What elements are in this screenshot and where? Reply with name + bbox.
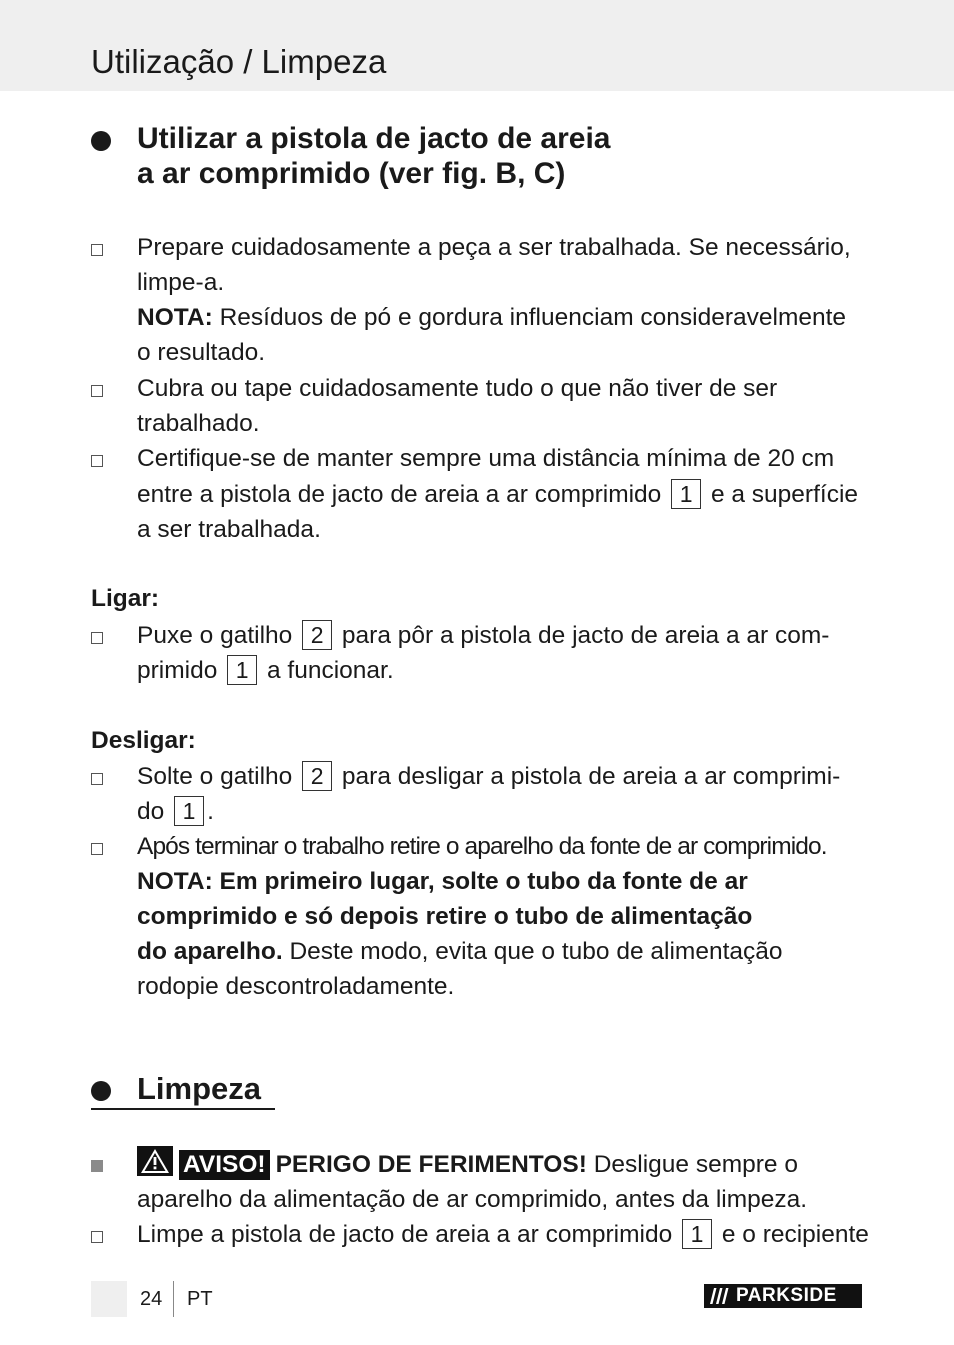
note1 — [137, 300, 846, 335]
part-ref-badge: 1 — [174, 796, 204, 826]
desligar-note-line1: NOTA: Em primeiro lugar, solte o tubo da fonte de ar — [137, 868, 748, 895]
item1-line1: Prepare cuidadosamente a peça a ser trabalhada. Se necessário, — [137, 234, 851, 261]
desligar-line1-a: Solte o gatilho — [137, 763, 293, 790]
desligar-note-line2: comprimido e só depois retire o tubo de alimentação — [137, 903, 753, 930]
section-bullet-icon — [91, 1081, 111, 1101]
warning-text: Desligue sempre o — [593, 1151, 798, 1178]
item3-line3: a ser trabalhada. — [137, 516, 321, 543]
ligar-heading: Ligar: — [91, 585, 160, 612]
desligar-line2-a: do — [137, 798, 165, 825]
ligar-line2-a: primido — [137, 657, 218, 684]
limpeza-item-b: e o recipiente — [721, 1221, 869, 1248]
desligar-item1-line2 — [137, 794, 214, 829]
ligar-line1 — [137, 618, 829, 653]
section-heading-line2: a ar comprimido (ver fig. B, C) — [137, 157, 566, 190]
part-ref-badge: 2 — [302, 761, 332, 791]
desligar-item1-line1 — [137, 759, 840, 794]
desligar-note-line4: rodopie descontroladamente. — [137, 973, 455, 1000]
part-ref-badge: 1 — [682, 1219, 712, 1249]
warning-line1 — [137, 1146, 798, 1182]
section-heading-line1: Utilizar a pistola de jacto de areia — [137, 122, 611, 155]
desligar-item2-line1: Após terminar o trabalho retire o aparelho da fonte de ar comprimido. — [137, 833, 827, 860]
note1-line2: o resultado. — [137, 339, 266, 366]
footer-box — [91, 1281, 127, 1317]
square-bullet-icon — [91, 1160, 103, 1172]
item3-line2-a: entre a pistola de jacto de areia a ar comprimido — [137, 481, 662, 508]
warning-triangle-icon — [137, 1146, 173, 1176]
part-ref-badge: 2 — [302, 620, 332, 650]
limpeza-heading: Limpeza — [137, 1071, 262, 1106]
desligar-heading: Desligar: — [91, 727, 196, 754]
note1-text: Resíduos de pó e gordura influenciam consideravelmente — [219, 304, 847, 331]
page-title: Utilização / Limpeza — [91, 43, 387, 80]
checkbox-icon — [91, 1231, 103, 1243]
desligar-note-line3 — [137, 934, 783, 969]
checkbox-icon — [91, 632, 103, 644]
ligar-line1-a: Puxe o gatilho — [137, 622, 293, 649]
item3-line2-b: e a superfície — [710, 481, 859, 508]
parkside-logo — [704, 1284, 862, 1308]
limpeza-item-line1 — [137, 1217, 869, 1252]
desligar-note-line3-rest: Deste modo, evita que o tubo de alimentação — [289, 938, 783, 965]
checkbox-icon — [91, 773, 103, 785]
warning-line2: aparelho da alimentação de ar comprimido, antes da limpeza. — [137, 1186, 808, 1213]
logo-stripes-icon — [704, 1284, 734, 1308]
part-ref-badge: 1 — [227, 655, 257, 685]
checkbox-icon — [91, 385, 103, 397]
ligar-line2-b: a funcionar. — [266, 657, 394, 684]
ligar-line1-b: para pôr a pistola de jacto de areia a ar com- — [341, 622, 830, 649]
aviso-badge: AVISO! — [179, 1150, 270, 1180]
item3-line2 — [137, 477, 858, 512]
item2-line1: Cubra ou tape cuidadosamente tudo o que não tiver de ser — [137, 375, 778, 402]
logo-brand: PARKSIDE — [736, 1285, 837, 1306]
checkbox-icon — [91, 455, 103, 467]
item1-line2: limpe-a. — [137, 269, 225, 296]
desligar-note-line3-bold: do aparelho. — [137, 938, 283, 965]
section-bullet-icon — [91, 131, 111, 151]
checkbox-icon — [91, 244, 103, 256]
desligar-line1-b: para desligar a pistola de areia a ar comprimi- — [341, 763, 841, 790]
limpeza-item-a: Limpe a pistola de jacto de areia a ar comprimido — [137, 1221, 673, 1248]
item2-line2: trabalhado. — [137, 410, 260, 437]
language-code: PT — [187, 1288, 213, 1310]
ligar-line2 — [137, 653, 394, 688]
checkbox-icon — [91, 843, 103, 855]
heading-underline — [91, 1108, 275, 1110]
item3-line1: Certifique-se de manter sempre uma distância mínima de 20 cm — [137, 445, 835, 472]
page-number: 24 — [140, 1288, 163, 1310]
note1-label: NOTA: — [137, 304, 213, 331]
footer-divider — [173, 1281, 174, 1317]
desligar-line2-b: . — [207, 798, 214, 825]
warning-bold: PERIGO DE FERIMENTOS! — [275, 1151, 587, 1178]
part-ref-badge: 1 — [671, 479, 701, 509]
